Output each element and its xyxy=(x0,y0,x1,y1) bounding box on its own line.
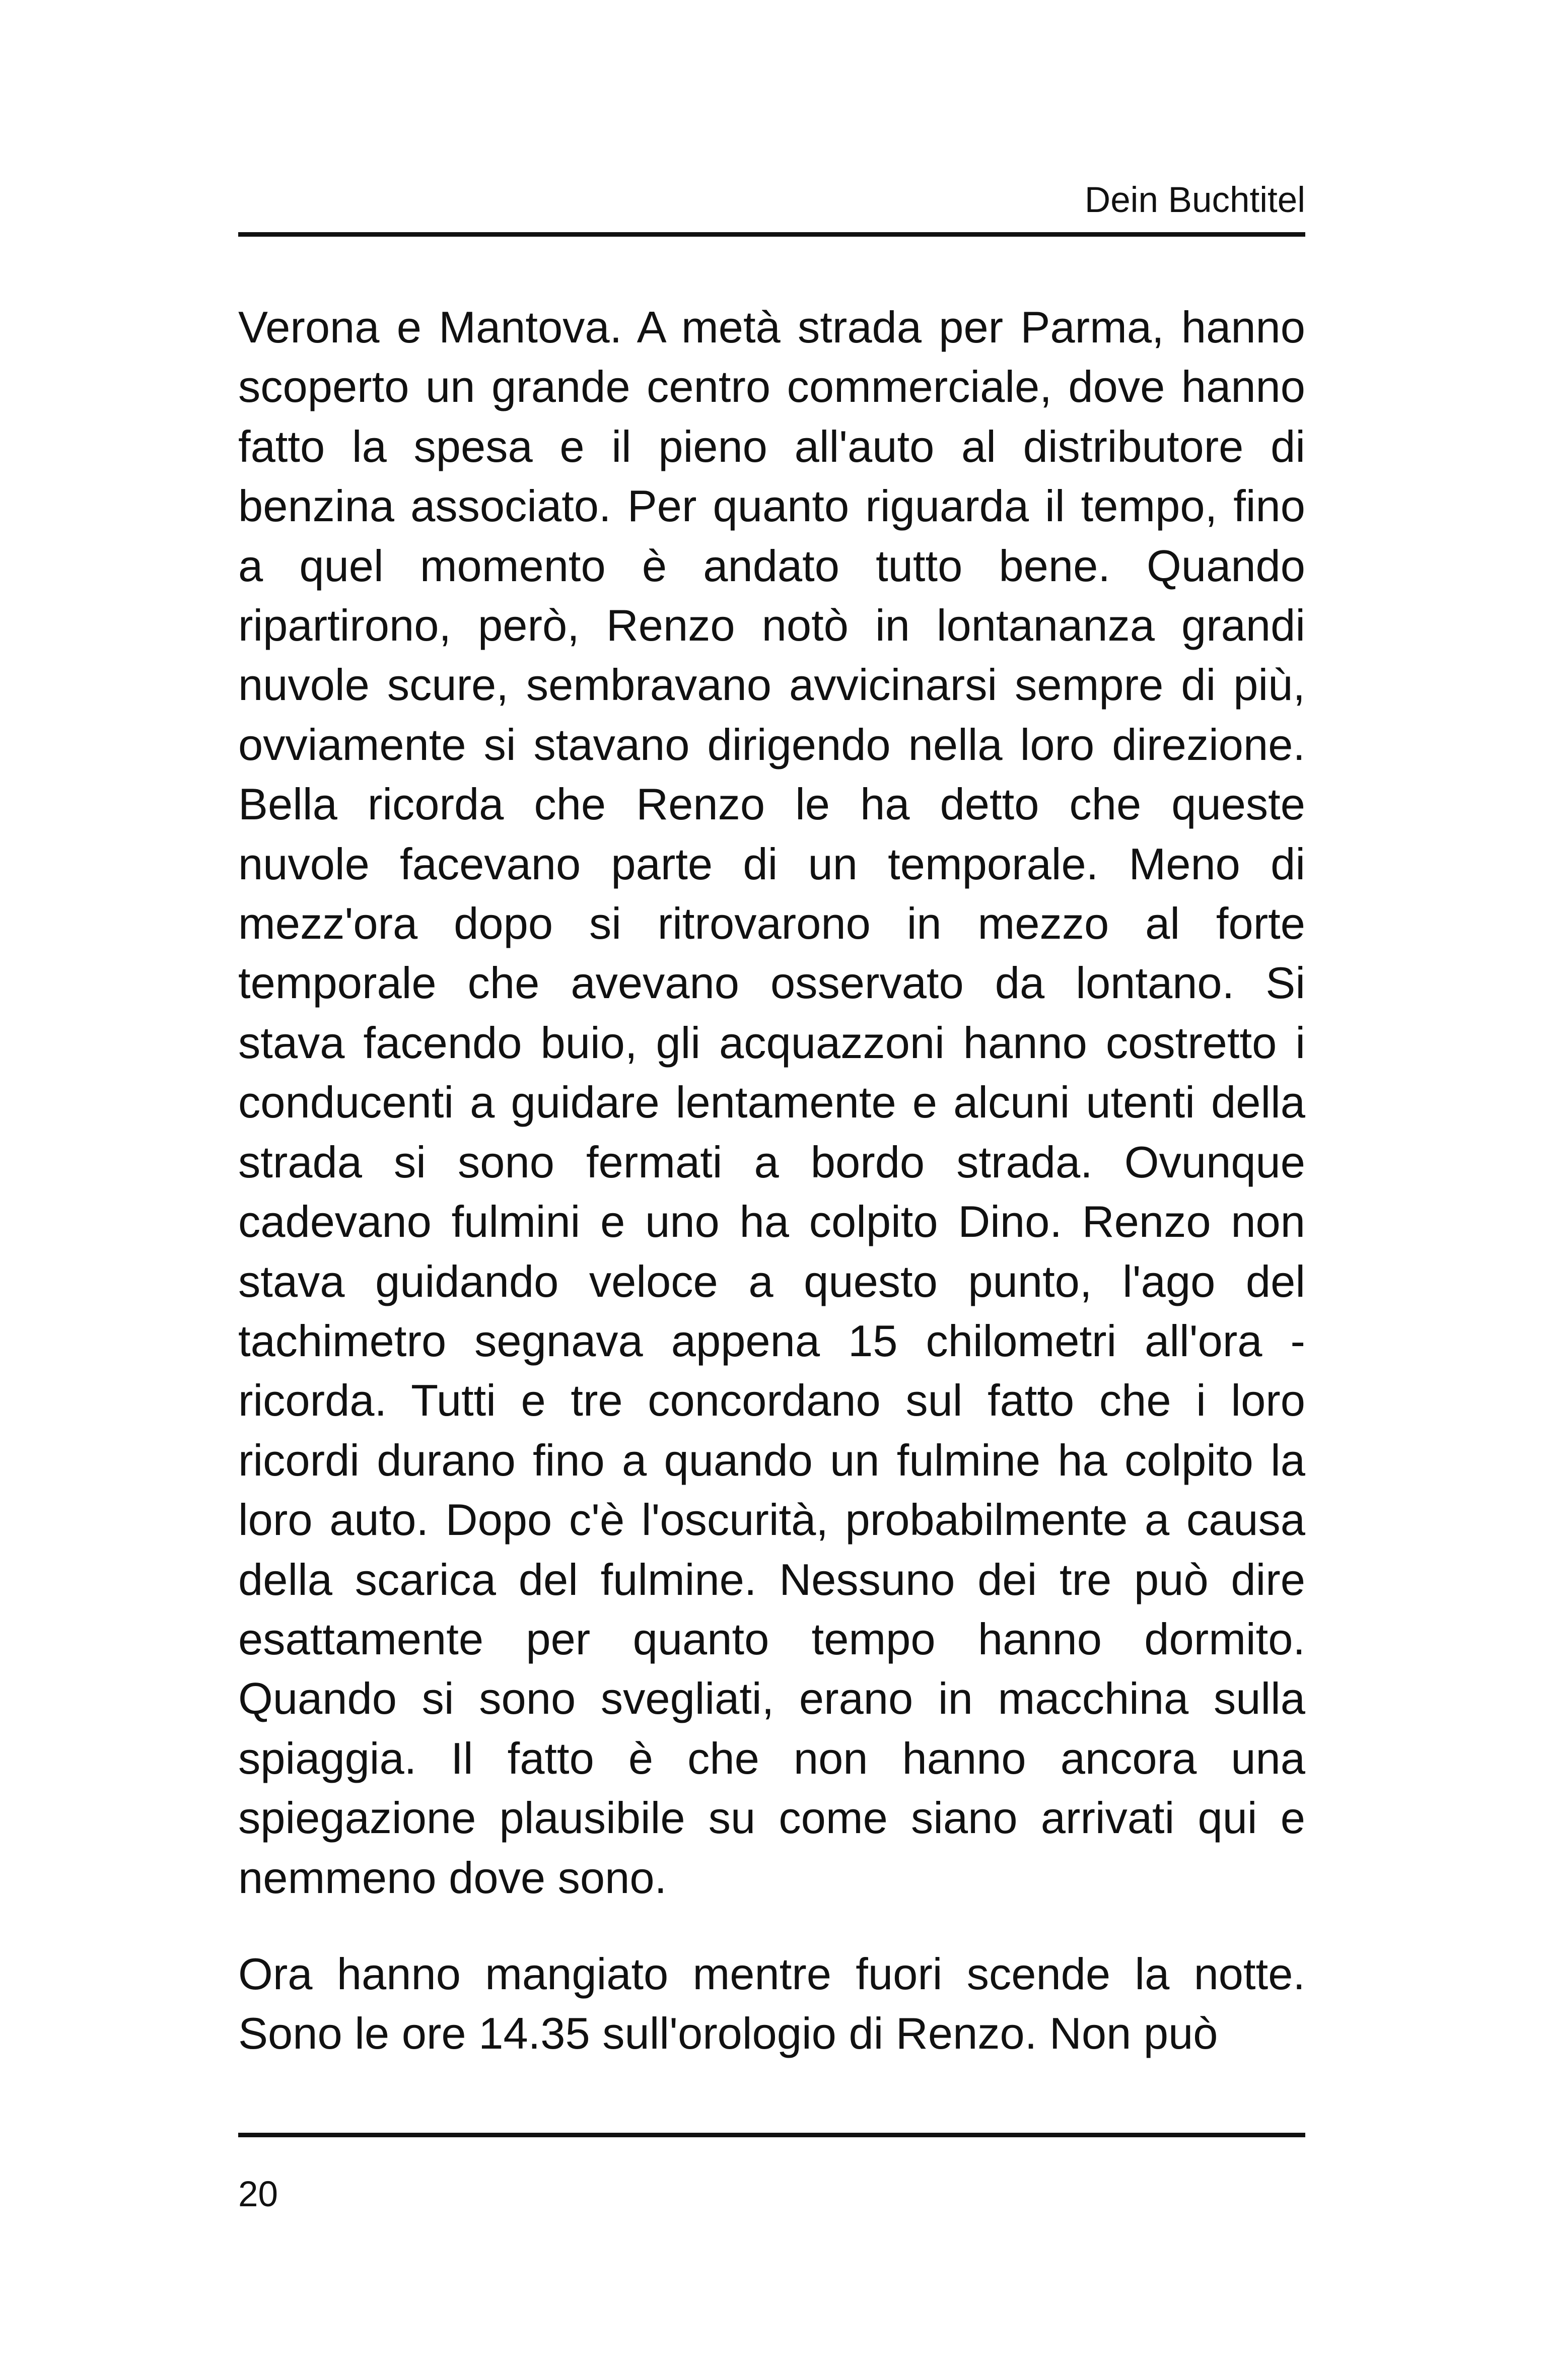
body-text xyxy=(238,298,1305,2064)
paragraph-1: Verona e Mantova. A metà strada per Parma, hanno scoperto un grande centro commerciale, dove hanno fatto la spesa e il pieno all'auto al distributore di benzina associato. Per quanto riguarda il tempo, fino a quel momento è andato tutto bene. Quando ripartirono, però, Renzo notò in lontananza grandi nuvole scure, sembravano avvicinarsi sempre di più, ovviamente si stavano dirigendo nella loro direzione. Bella ricorda che Renzo le ha detto che queste nuvole facevano parte di un temporale. Meno di mezz'ora dopo si ritrovarono in mezzo al forte temporale che avevano osservato da lontano. Si stava facendo buio, gli acquazzoni hanno costretto i conducenti a guidare lentamente e alcuni utenti della strada si sono fermati a bordo strada. Ovunque cadevano fulmini e uno ha colpito Dino. Renzo non stava guidando veloce a questo punto, l'ago del tachimetro segnava appena 15 chilometri all'ora - ricorda. Tutti e tre concordano sul fatto che i loro ricordi durano fino a quando un fulmine ha colpito la loro auto. Dopo c'è l'oscurità, probabilmente a causa della scarica del fulmine. Nessuno dei tre può dire esattamente per quanto tempo hanno dormito. Quando si sono svegliati, erano in macchina sulla spiaggia. Il fatto è che non hanno ancora una spiegazione plausibile su come siano arrivati qui e nemmeno dove sono. xyxy=(238,302,1305,1903)
page-number: 20 xyxy=(238,2175,278,2214)
header-divider xyxy=(238,232,1305,237)
paragraph-2: Ora hanno mangiato mentre fuori scende la notte. Sono le ore 14.35 sull'orologio di Renzo. Non può xyxy=(238,1948,1305,2059)
running-header-title: Dein Buchtitel xyxy=(1084,180,1305,220)
footer-divider xyxy=(238,2133,1305,2137)
